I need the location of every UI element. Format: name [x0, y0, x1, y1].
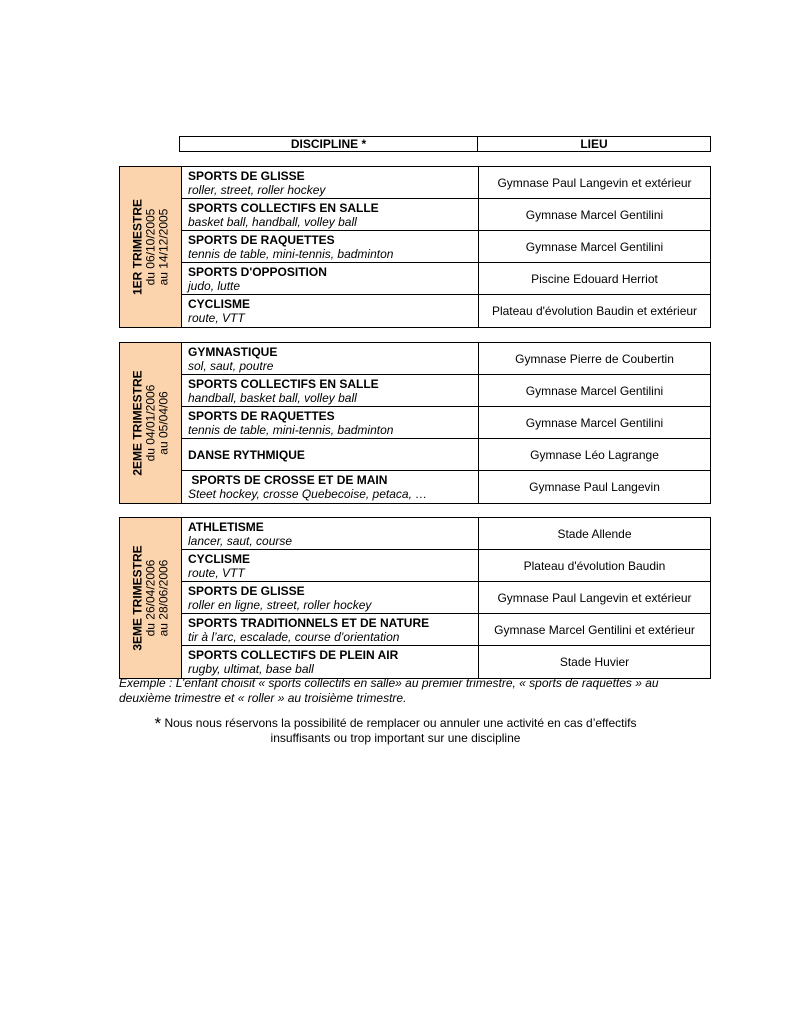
discipline-detail: sol, saut, poutre — [188, 358, 274, 373]
table-row — [182, 582, 710, 614]
lieu-cell: Gymnase Marcel Gentilini — [525, 415, 664, 430]
lieu-cell: Plateau d'évolution Baudin — [523, 558, 666, 573]
example-line-2: deuxième trimestre et « roller » au troisième trimestre. — [119, 691, 407, 705]
discipline-name: CYCLISME — [188, 551, 251, 566]
lieu-cell: Gymnase Pierre de Coubertin — [515, 351, 674, 366]
discipline-detail: tir à l’arc, escalade, course d’orientation — [188, 629, 400, 644]
trimester-1-label — [120, 167, 182, 327]
lieu-cell: Plateau d'évolution Baudin et extérieur — [491, 304, 698, 318]
trimester-1-block — [119, 166, 711, 328]
discipline-name: SPORTS D'OPPOSITION — [188, 264, 327, 279]
lieu-cell: Gymnase Marcel Gentilini — [525, 239, 664, 254]
lieu-cell: Stade Huvier — [559, 655, 630, 669]
table-row — [182, 295, 710, 327]
example-note — [119, 676, 719, 706]
lieu-cell: Gymnase Paul Langevin et extérieur — [497, 175, 692, 190]
trimester-3-block — [119, 517, 711, 679]
trimester-date-to: au 28/06/2006 — [156, 559, 170, 637]
lieu-cell: Gymnase Marcel Gentilini — [525, 207, 664, 222]
trimester-title: 1ER TRIMESTRE — [130, 198, 144, 296]
lieu-cell: Piscine Edouard Herriot — [531, 271, 658, 286]
example-line-1: Exemple : L’enfant choisit « sports collectifs en salle» au premier trimestre, « sports de raquettes » au — [119, 676, 659, 690]
table-row — [182, 614, 710, 646]
discipline-name: DANSE RYTHMIQUE — [188, 447, 305, 462]
header-discipline: DISCIPLINE * — [180, 137, 478, 151]
discipline-name: SPORTS DE GLISSE — [188, 583, 305, 598]
trimester-date-from: du 06/10/2005 — [143, 208, 157, 286]
lieu-cell: Gymnase Paul Langevin et extérieur — [497, 590, 692, 605]
lieu-cell: Gymnase Paul Langevin — [529, 480, 660, 494]
table-row — [182, 646, 710, 678]
trimester-title: 2EME TRIMESTRE — [130, 370, 144, 476]
table-row — [182, 231, 710, 263]
trimester-3-label — [120, 518, 182, 678]
discipline-name: SPORTS COLLECTIFS EN SALLE — [188, 376, 379, 391]
table-header — [179, 136, 711, 152]
asterisk-icon: * — [154, 714, 162, 733]
table-row — [182, 471, 710, 503]
table-row — [182, 199, 710, 231]
discipline-detail: rugby, ultimat, base ball — [188, 662, 314, 676]
discipline-name: SPORTS COLLECTIFS DE PLEIN AIR — [188, 648, 399, 662]
header-lieu: LIEU — [580, 137, 608, 151]
table-row — [182, 407, 710, 439]
table-row — [182, 550, 710, 582]
trimester-2-label — [120, 343, 182, 503]
table-row — [182, 518, 710, 550]
trimester-title: 3EME TRIMESTRE — [130, 545, 144, 651]
footnote — [0, 716, 791, 746]
trimester-date-to: au 14/12/2005 — [156, 208, 170, 286]
discipline-name: ATHLETISME — [188, 519, 264, 534]
discipline-detail: Steet hockey, crosse Quebecoise, petaca, … — [188, 487, 428, 501]
discipline-detail: basket ball, handball, volley ball — [188, 214, 357, 229]
discipline-name: SPORTS DE CROSSE ET DE MAIN — [188, 473, 388, 487]
footnote-line-2: insuffisants ou trop important sur une discipline — [270, 731, 521, 745]
discipline-detail: roller en ligne, street, roller hockey — [188, 597, 372, 612]
trimester-date-from: du 04/01/2006 — [143, 384, 157, 462]
discipline-name: SPORTS DE RAQUETTES — [188, 232, 335, 247]
lieu-cell: Gymnase Léo Lagrange — [530, 447, 659, 462]
table-row — [182, 167, 710, 199]
discipline-name: SPORTS DE GLISSE — [188, 168, 305, 183]
footnote-line-1: Nous nous réservons la possibilité de remplacer ou annuler une activité en cas d’effectifs — [161, 716, 637, 730]
discipline-detail: tennis de table, mini-tennis, badminton — [188, 422, 394, 437]
discipline-detail: route, VTT — [188, 311, 245, 325]
trimester-date-to: au 05/04/06 — [156, 391, 170, 455]
table-row — [182, 375, 710, 407]
table-row — [182, 263, 710, 295]
lieu-cell: Gymnase Marcel Gentilini — [525, 383, 664, 398]
lieu-cell: Gymnase Marcel Gentilini et extérieur — [494, 622, 695, 637]
trimester-2-block — [119, 342, 711, 504]
discipline-detail: judo, lutte — [188, 278, 241, 293]
discipline-detail: handball, basket ball, volley ball — [188, 390, 357, 405]
lieu-cell: Stade Allende — [557, 526, 632, 541]
discipline-name: GYMNASTIQUE — [188, 344, 278, 359]
trimester-date-from: du 26/04/2006 — [143, 559, 157, 637]
discipline-name: SPORTS COLLECTIFS EN SALLE — [188, 200, 379, 215]
discipline-name: SPORTS TRADITIONNELS ET DE NATURE — [188, 615, 430, 630]
discipline-detail: route, VTT — [188, 565, 245, 580]
discipline-name: SPORTS DE RAQUETTES — [188, 408, 335, 423]
discipline-detail: roller, street, roller hockey — [188, 182, 326, 197]
discipline-name: CYCLISME — [188, 297, 251, 311]
discipline-detail: tennis de table, mini-tennis, badminton — [188, 246, 394, 261]
discipline-detail: lancer, saut, course — [188, 533, 293, 548]
table-row — [182, 439, 710, 471]
table-row — [182, 343, 710, 375]
